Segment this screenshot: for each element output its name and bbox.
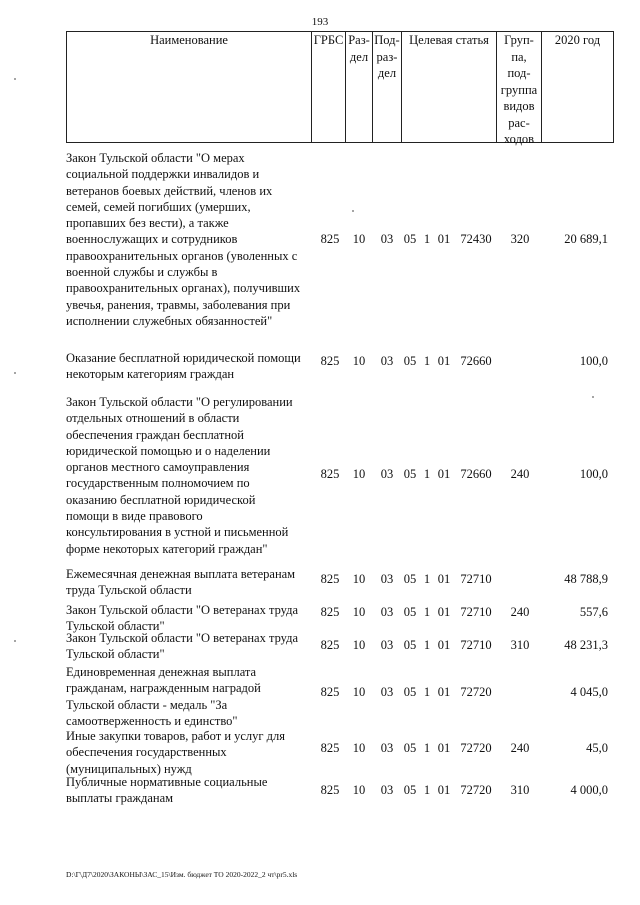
row-name-line: Закон Тульской области "О ветеранах труда (66, 631, 299, 645)
target-part3-cell: 01 (437, 638, 451, 652)
grbs-cell: 825 (320, 605, 340, 619)
row-name-line: семей, семей погибших (умерших, (66, 199, 251, 214)
target-part3-cell: 01 (437, 741, 451, 755)
podrazdel-cell: 03 (380, 741, 394, 755)
target-part3-cell: 01 (437, 685, 451, 699)
target-part4-cell: 72660 (460, 467, 492, 481)
header-razdel-l2: дел (349, 49, 369, 64)
row-name-line: исполнении служебных обязанностей" (66, 313, 273, 328)
header-target (401, 31, 497, 143)
row-name-line: самоотверженность и единство" (66, 713, 238, 728)
row-name-line: социальной поддержки инвалидов и (66, 167, 260, 182)
amount-cell: 100,0 (579, 354, 608, 368)
razdel-cell: 10 (352, 467, 366, 481)
target-part1-cell: 05 (403, 605, 417, 619)
row-name-line: Закон Тульской области "О регулировании (66, 395, 293, 409)
header-group-l4: группа (500, 82, 538, 97)
header-group-l2: па, (511, 49, 527, 64)
expense-group-cell: 240 (510, 605, 530, 619)
header-group-l3: под- (507, 66, 531, 80)
row-name-line: правоохранительных органах), получивших (66, 281, 301, 296)
grbs-cell: 825 (320, 638, 340, 652)
header-year-text: 2020 год (554, 33, 601, 47)
row-name-line: Тульской области" (66, 647, 165, 662)
amount-cell: 100,0 (579, 467, 608, 481)
row-name-line: некоторым категориям граждан (66, 367, 235, 382)
amount-cell: 45,0 (586, 741, 608, 755)
header-group-l6: рас- (508, 115, 530, 130)
target-part3-cell: 01 (437, 605, 451, 619)
target-part4-cell: 72720 (460, 741, 492, 755)
podrazdel-cell: 03 (380, 783, 394, 797)
row-name-line: отдельных отношений в области (66, 411, 240, 426)
scan-speck (14, 372, 16, 374)
target-part4-cell: 72720 (460, 685, 492, 699)
target-part2-cell: 1 (423, 572, 431, 586)
podrazdel-cell: 03 (380, 467, 394, 481)
header-podrazdel-l2: раз- (376, 49, 398, 64)
row-name-line: обеспечения государственных (66, 745, 227, 760)
target-part2-cell: 1 (423, 232, 431, 246)
row-name-line: обеспечения граждан бесплатной (66, 427, 244, 442)
amount-cell: 4 000,0 (570, 783, 608, 797)
row-name-line: труда Тульской области (66, 583, 192, 598)
razdel-cell: 10 (352, 605, 366, 619)
row-name (66, 728, 310, 777)
grbs-cell: 825 (320, 467, 340, 481)
target-part1-cell: 05 (403, 354, 417, 368)
expense-group-cell: 310 (510, 783, 530, 797)
razdel-cell: 10 (352, 783, 366, 797)
target-part3-cell: 01 (437, 572, 451, 586)
target-part4-cell: 72710 (460, 572, 492, 586)
grbs-cell: 825 (320, 354, 340, 368)
row-name-line: форме некоторых категорий граждан" (66, 541, 268, 556)
row-name (66, 566, 310, 599)
row-name-line: выплаты гражданам (66, 791, 174, 806)
row-name (66, 774, 310, 807)
row-name (66, 150, 310, 329)
header-razdel (345, 31, 373, 143)
target-part2-cell: 1 (423, 605, 431, 619)
target-part2-cell: 1 (423, 783, 431, 797)
header-podrazdel-l3: дел (377, 66, 397, 80)
scan-speck (14, 640, 16, 642)
target-part4-cell: 72710 (460, 638, 492, 652)
razdel-cell: 10 (352, 232, 366, 246)
target-part3-cell: 01 (437, 232, 451, 246)
scan-speck (592, 396, 594, 398)
razdel-cell: 10 (352, 354, 366, 368)
header-group-l1: Груп- (504, 33, 534, 47)
row-name-line: правоохранительных органов (уволенных с (66, 248, 298, 263)
target-part3-cell: 01 (437, 467, 451, 481)
expense-group-cell: 320 (510, 232, 530, 246)
header-group-l5: видов (503, 99, 535, 113)
row-name-line: органов местного самоуправления (66, 460, 250, 475)
header-grbs (311, 31, 346, 143)
target-part2-cell: 1 (423, 685, 431, 699)
podrazdel-cell: 03 (380, 572, 394, 586)
podrazdel-cell: 03 (380, 605, 394, 619)
header-podrazdel-l1: Под- (374, 33, 400, 47)
scan-speck (352, 210, 354, 212)
row-name-line: Закон Тульской области "О мерах (66, 151, 245, 165)
grbs-cell: 825 (320, 685, 340, 699)
target-part1-cell: 05 (403, 783, 417, 797)
target-part4-cell: 72430 (460, 232, 492, 246)
row-name-line: юридической помощью и о наделении (66, 443, 271, 458)
row-name-line: Публичные нормативные социальные (66, 775, 268, 789)
target-part3-cell: 01 (437, 354, 451, 368)
target-part2-cell: 1 (423, 467, 431, 481)
row-name-line: Оказание бесплатной юридической помощи (66, 351, 301, 365)
header-razdel-l1: Раз- (348, 33, 370, 47)
razdel-cell: 10 (352, 741, 366, 755)
row-name (66, 350, 310, 383)
target-part1-cell: 05 (403, 685, 417, 699)
target-part1-cell: 05 (403, 572, 417, 586)
header-grbs-text: ГРБС (313, 33, 344, 47)
header-group-l7: ходов (503, 132, 535, 146)
row-name (66, 394, 310, 557)
row-name-line: Закон Тульской области "О ветеранах труда (66, 603, 299, 617)
grbs-cell: 825 (320, 783, 340, 797)
podrazdel-cell: 03 (380, 354, 394, 368)
row-name-line: консультирования в устной и письменной (66, 525, 289, 540)
grbs-cell: 825 (320, 572, 340, 586)
header-year (541, 31, 614, 143)
row-name-line: пропавших без вести), а также (66, 216, 229, 231)
podrazdel-cell: 03 (380, 638, 394, 652)
razdel-cell: 10 (352, 638, 366, 652)
row-name-line: военнослужащих и сотрудников (66, 232, 238, 247)
row-name-line: увечья, ранения, травмы, заболевания при (66, 297, 291, 312)
target-part3-cell: 01 (437, 783, 451, 797)
razdel-cell: 10 (352, 572, 366, 586)
amount-cell: 4 045,0 (570, 685, 608, 699)
header-group (496, 31, 542, 146)
header-name (66, 31, 312, 143)
target-part2-cell: 1 (423, 741, 431, 755)
row-name-line: (муниципальных) нужд (66, 761, 192, 776)
row-name-line: гражданам, награжденным наградой (66, 681, 261, 696)
amount-cell: 48 788,9 (564, 572, 608, 586)
header-name-text: Наименование (150, 33, 228, 47)
header-target-text: Целевая статья (409, 33, 489, 47)
row-name (66, 664, 310, 729)
amount-cell: 20 689,1 (564, 232, 608, 246)
target-part1-cell: 05 (403, 232, 417, 246)
target-part4-cell: 72660 (460, 354, 492, 368)
grbs-cell: 825 (320, 741, 340, 755)
row-name-line: Ежемесячная денежная выплата ветеранам (66, 567, 296, 581)
target-part4-cell: 72720 (460, 783, 492, 797)
podrazdel-cell: 03 (380, 232, 394, 246)
target-part2-cell: 1 (423, 354, 431, 368)
row-name-line: помощи в виде правового (66, 509, 203, 524)
scan-speck (14, 78, 16, 80)
target-part2-cell: 1 (423, 638, 431, 652)
target-part1-cell: 05 (403, 741, 417, 755)
row-name (66, 630, 310, 663)
target-part1-cell: 05 (403, 638, 417, 652)
target-part4-cell: 72710 (460, 605, 492, 619)
grbs-cell: 825 (320, 232, 340, 246)
podrazdel-cell: 03 (380, 685, 394, 699)
row-name-line: военной службы и службы в (66, 265, 218, 280)
expense-group-cell: 240 (510, 741, 530, 755)
row-name-line: государственным полномочием по (66, 476, 250, 491)
file-path-footer: D:\Г\Д7\2020\ЗАКОНЫ\ЗАС_15\Изм. бюджет ТО 2020-2022_2 чт\pr5.xls (66, 870, 298, 879)
amount-cell: 48 231,3 (564, 638, 608, 652)
header-podrazdel (372, 31, 402, 143)
row-name-line: Тульской области - медаль "За (66, 697, 228, 712)
razdel-cell: 10 (352, 685, 366, 699)
row-name-line: Единовременная денежная выплата (66, 665, 257, 679)
row-name-line: Иные закупки товаров, работ и услуг для (66, 729, 286, 743)
row-name-line: оказанию бесплатной юридической (66, 492, 256, 507)
expense-group-cell: 240 (510, 467, 530, 481)
amount-cell: 557,6 (579, 605, 608, 619)
target-part1-cell: 05 (403, 467, 417, 481)
row-name-line: ветеранов боевых действий, членов их (66, 183, 273, 198)
page-number: 193 (311, 16, 329, 28)
row-name-line: Тульской области" (66, 619, 165, 634)
expense-group-cell: 310 (510, 638, 530, 652)
